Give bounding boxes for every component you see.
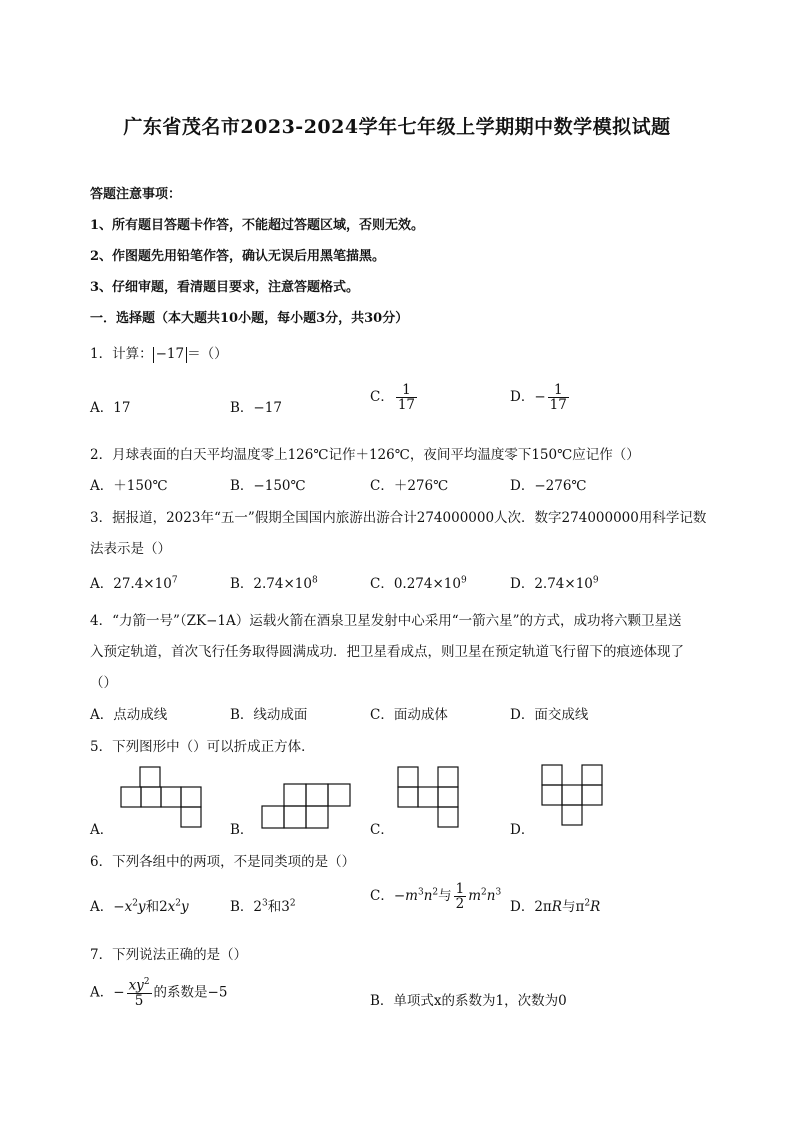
question-4-stem-line1: 4．“力箭一号”（ZK−1A）运载火箭在酒泉卫星发射中心采用“一箭六星”的方式，成功将六颗卫星送: [90, 613, 682, 629]
q4-option-d: D．面交成线: [510, 707, 589, 723]
q1-option-a: A．17: [90, 400, 131, 416]
cube-net-d: [541, 764, 605, 828]
notice-heading: 答题注意事项：: [90, 187, 182, 202]
section-heading: 一．选择题（本大题共10小题，每小题3分，共30分）: [90, 311, 409, 326]
page-title: 广东省茂名市2023-2024学年七年级上学期期中数学模拟试题: [123, 116, 671, 138]
q6-option-b: B．$2^3$和$3^2$: [230, 898, 296, 915]
q3-option-d: D．$2.74\times 10^9$: [510, 575, 599, 592]
question-3-stem-line2: 法表示是（）: [90, 541, 171, 557]
q7-option-a: A．− $\frac{xy^2}{5}$ 的系数是−5: [90, 977, 228, 1009]
question-1-stem: 1．计算： −17 ＝（）: [90, 346, 228, 362]
q3-option-b: B．$2.74\times 10^8$: [230, 575, 318, 592]
q7-option-b: B．单项式x的系数为1，次数为0: [370, 993, 567, 1009]
q1-option-c: C． $\frac{1}{17}$: [370, 382, 416, 414]
question-2-stem: 2．月球表面的白天平均温度零上126℃记作＋126℃，夜间平均温度零下150℃应记作（）: [90, 447, 640, 463]
q1-option-d: D．− $\frac{1}{17}$: [510, 382, 567, 414]
q2-option-c: C．＋276℃: [370, 478, 449, 494]
q6-option-d: D．2πR与$\pi^2R$: [510, 898, 601, 915]
question-5-stem: 5．下列图形中（）可以折成正方体．: [90, 739, 315, 755]
cube-net-a: [120, 766, 202, 828]
notice-item-2: 2、作图题先用铅笔作答，确认无误后用黑笔描黑。: [90, 249, 386, 264]
cube-net-c: [397, 766, 461, 828]
q4-option-b: B．线动成面: [230, 707, 308, 723]
q6-option-a: A．$-x^2y$和$2x^2y$: [90, 898, 189, 915]
q5-option-b-label: B．: [230, 822, 254, 838]
q2-option-d: D．−276℃: [510, 478, 587, 494]
q3-option-a: A．$27.4\times 10^7$: [90, 575, 178, 592]
cube-net-b: [261, 783, 351, 829]
question-6-stem: 6．下列各组中的两项，不是同类项的是（）: [90, 854, 356, 870]
q2-option-b: B．−150℃: [230, 478, 306, 494]
notice-item-3: 3、仔细审题，看清题目要求，注意答题格式。: [90, 280, 360, 295]
absolute-value: −17: [153, 347, 188, 363]
q5-option-d-label: D．: [510, 822, 535, 838]
notice-item-1: 1、所有题目答题卡作答，不能超过答题区域，否则无效。: [90, 218, 425, 233]
question-7-stem: 7．下列说法正确的是（）: [90, 947, 248, 963]
question-4-stem-line3: （）: [90, 675, 117, 691]
q5-option-c-label: C．: [370, 822, 394, 838]
q1-option-b: B．−17: [230, 400, 282, 416]
q4-option-a: A．点动成线: [90, 707, 168, 723]
q2-option-a: A．＋150℃: [90, 478, 168, 494]
q5-option-a-label: A．: [90, 822, 114, 838]
q4-option-c: C．面动成体: [370, 707, 448, 723]
question-4-stem-line2: 入预定轨道，首次飞行任务取得圆满成功．把卫星看成点，则卫星在预定轨道飞行留下的痕迹体现了: [90, 644, 684, 660]
q3-option-c: C．$0.274\times 10^9$: [370, 575, 467, 592]
q6-option-c: C．$-m^3n^2$与 $\frac{1}{2}$ $m^2n^3$: [370, 881, 502, 913]
question-3-stem-line1: 3．据报道，2023年“五一”假期全国国内旅游出游合计274000000人次．数字274000000用科学记数: [90, 510, 707, 526]
